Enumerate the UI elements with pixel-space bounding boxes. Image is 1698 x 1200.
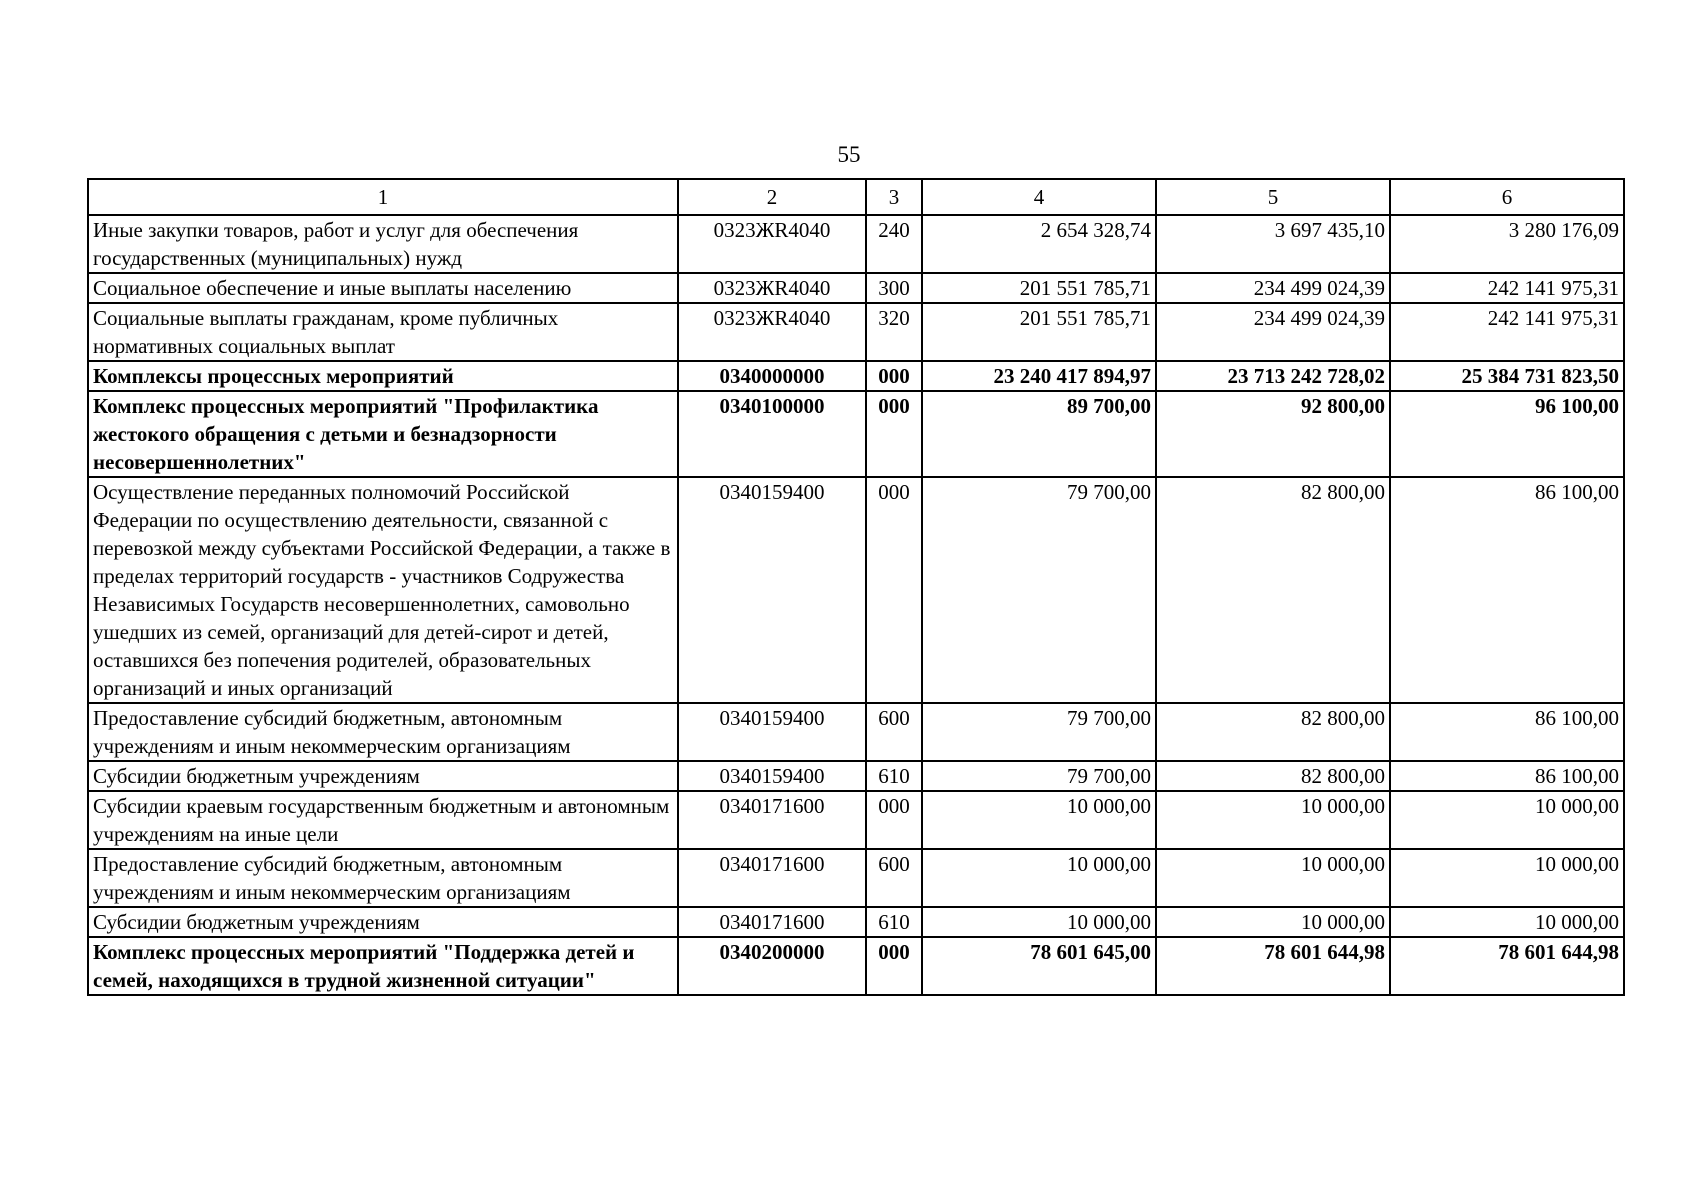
column-header-3: 3 <box>866 179 922 215</box>
column-header-5: 5 <box>1156 179 1390 215</box>
item-name-cell: Иные закупки товаров, работ и услуг для обеспечения государственных (муниципальных) нужд <box>88 215 678 273</box>
expense-type-code-cell: 600 <box>866 849 922 907</box>
column-header-1: 1 <box>88 179 678 215</box>
item-name-cell: Комплексы процессных мероприятий <box>88 361 678 391</box>
target-article-code-cell: 0340171600 <box>678 849 866 907</box>
item-name-cell: Социальные выплаты гражданам, кроме публичных нормативных социальных выплат <box>88 303 678 361</box>
target-article-code-cell: 0340159400 <box>678 761 866 791</box>
amount-column-4-cell: 2 654 328,74 <box>922 215 1156 273</box>
target-article-code-cell: 0323ЖR4040 <box>678 273 866 303</box>
item-name-cell: Комплекс процессных мероприятий "Профилактика жестокого обращения с детьми и безнадзорности несовершеннолетних" <box>88 391 678 477</box>
table-row <box>88 703 1624 761</box>
amount-column-6-cell: 242 141 975,31 <box>1390 303 1624 361</box>
amount-column-6-cell: 10 000,00 <box>1390 791 1624 849</box>
table-header <box>88 179 1624 215</box>
amount-column-4-cell: 201 551 785,71 <box>922 273 1156 303</box>
expense-type-code-cell: 240 <box>866 215 922 273</box>
amount-column-5-cell: 82 800,00 <box>1156 477 1390 703</box>
table-body <box>88 215 1624 995</box>
expense-type-code-cell: 000 <box>866 791 922 849</box>
expense-type-code-cell: 300 <box>866 273 922 303</box>
amount-column-6-cell: 242 141 975,31 <box>1390 273 1624 303</box>
table-row <box>88 477 1624 703</box>
target-article-code-cell: 0340000000 <box>678 361 866 391</box>
amount-column-5-cell: 10 000,00 <box>1156 907 1390 937</box>
expense-type-code-cell: 610 <box>866 761 922 791</box>
column-header-6: 6 <box>1390 179 1624 215</box>
amount-column-6-cell: 10 000,00 <box>1390 907 1624 937</box>
column-header-2: 2 <box>678 179 866 215</box>
target-article-code-cell: 0340100000 <box>678 391 866 477</box>
amount-column-5-cell: 10 000,00 <box>1156 791 1390 849</box>
item-name-cell: Социальное обеспечение и иные выплаты населению <box>88 273 678 303</box>
target-article-code-cell: 0340171600 <box>678 791 866 849</box>
expense-type-code-cell: 000 <box>866 361 922 391</box>
expense-type-code-cell: 600 <box>866 703 922 761</box>
amount-column-4-cell: 10 000,00 <box>922 907 1156 937</box>
item-name-cell: Комплекс процессных мероприятий "Поддержка детей и семей, находящихся в трудной жизненной ситуации" <box>88 937 678 995</box>
amount-column-5-cell: 10 000,00 <box>1156 849 1390 907</box>
target-article-code-cell: 0340171600 <box>678 907 866 937</box>
target-article-code-cell: 0323ЖR4040 <box>678 303 866 361</box>
table-row <box>88 761 1624 791</box>
amount-column-5-cell: 82 800,00 <box>1156 761 1390 791</box>
table-row <box>88 391 1624 477</box>
amount-column-6-cell: 86 100,00 <box>1390 761 1624 791</box>
table-row <box>88 303 1624 361</box>
amount-column-4-cell: 10 000,00 <box>922 791 1156 849</box>
amount-column-4-cell: 79 700,00 <box>922 703 1156 761</box>
table-row <box>88 791 1624 849</box>
target-article-code-cell: 0323ЖR4040 <box>678 215 866 273</box>
target-article-code-cell: 0340200000 <box>678 937 866 995</box>
amount-column-6-cell: 10 000,00 <box>1390 849 1624 907</box>
amount-column-5-cell: 234 499 024,39 <box>1156 273 1390 303</box>
header-row <box>88 179 1624 215</box>
expense-type-code-cell: 000 <box>866 477 922 703</box>
amount-column-6-cell: 96 100,00 <box>1390 391 1624 477</box>
table-row <box>88 361 1624 391</box>
column-header-4: 4 <box>922 179 1156 215</box>
item-name-cell: Предоставление субсидий бюджетным, автономным учреждениям и иным некоммерческим организациям <box>88 849 678 907</box>
expense-type-code-cell: 320 <box>866 303 922 361</box>
table-row <box>88 849 1624 907</box>
amount-column-4-cell: 79 700,00 <box>922 477 1156 703</box>
amount-column-5-cell: 3 697 435,10 <box>1156 215 1390 273</box>
item-name-cell: Предоставление субсидий бюджетным, автономным учреждениям и иным некоммерческим организациям <box>88 703 678 761</box>
item-name-cell: Субсидии краевым государственным бюджетным и автономным учреждениям на иные цели <box>88 791 678 849</box>
amount-column-4-cell: 79 700,00 <box>922 761 1156 791</box>
amount-column-5-cell: 92 800,00 <box>1156 391 1390 477</box>
amount-column-5-cell: 82 800,00 <box>1156 703 1390 761</box>
amount-column-4-cell: 89 700,00 <box>922 391 1156 477</box>
expense-type-code-cell: 000 <box>866 937 922 995</box>
amount-column-6-cell: 86 100,00 <box>1390 703 1624 761</box>
item-name-cell: Субсидии бюджетным учреждениям <box>88 761 678 791</box>
amount-column-5-cell: 234 499 024,39 <box>1156 303 1390 361</box>
amount-column-5-cell: 23 713 242 728,02 <box>1156 361 1390 391</box>
table-row <box>88 273 1624 303</box>
table-row <box>88 907 1624 937</box>
expense-type-code-cell: 610 <box>866 907 922 937</box>
budget-table <box>87 178 1625 996</box>
amount-column-6-cell: 25 384 731 823,50 <box>1390 361 1624 391</box>
amount-column-5-cell: 78 601 644,98 <box>1156 937 1390 995</box>
item-name-cell: Осуществление переданных полномочий Российской Федерации по осуществлению деятельности, связанной с перевозкой между субъектами Российской Федерации, а также в пределах территорий государств - участников Содружества Независимых Государств несовершеннолетних, самовольно ушедших из семей, организаций для детей-сирот и детей, оставшихся без попечения родителей, образовательных организаций и иных организаций <box>88 477 678 703</box>
table-row <box>88 937 1624 995</box>
target-article-code-cell: 0340159400 <box>678 703 866 761</box>
item-name-cell: Субсидии бюджетным учреждениям <box>88 907 678 937</box>
amount-column-6-cell: 3 280 176,09 <box>1390 215 1624 273</box>
amount-column-6-cell: 86 100,00 <box>1390 477 1624 703</box>
amount-column-4-cell: 10 000,00 <box>922 849 1156 907</box>
amount-column-4-cell: 23 240 417 894,97 <box>922 361 1156 391</box>
target-article-code-cell: 0340159400 <box>678 477 866 703</box>
page-number: 55 <box>837 142 861 167</box>
table-row <box>88 215 1624 273</box>
amount-column-6-cell: 78 601 644,98 <box>1390 937 1624 995</box>
amount-column-4-cell: 201 551 785,71 <box>922 303 1156 361</box>
amount-column-4-cell: 78 601 645,00 <box>922 937 1156 995</box>
expense-type-code-cell: 000 <box>866 391 922 477</box>
